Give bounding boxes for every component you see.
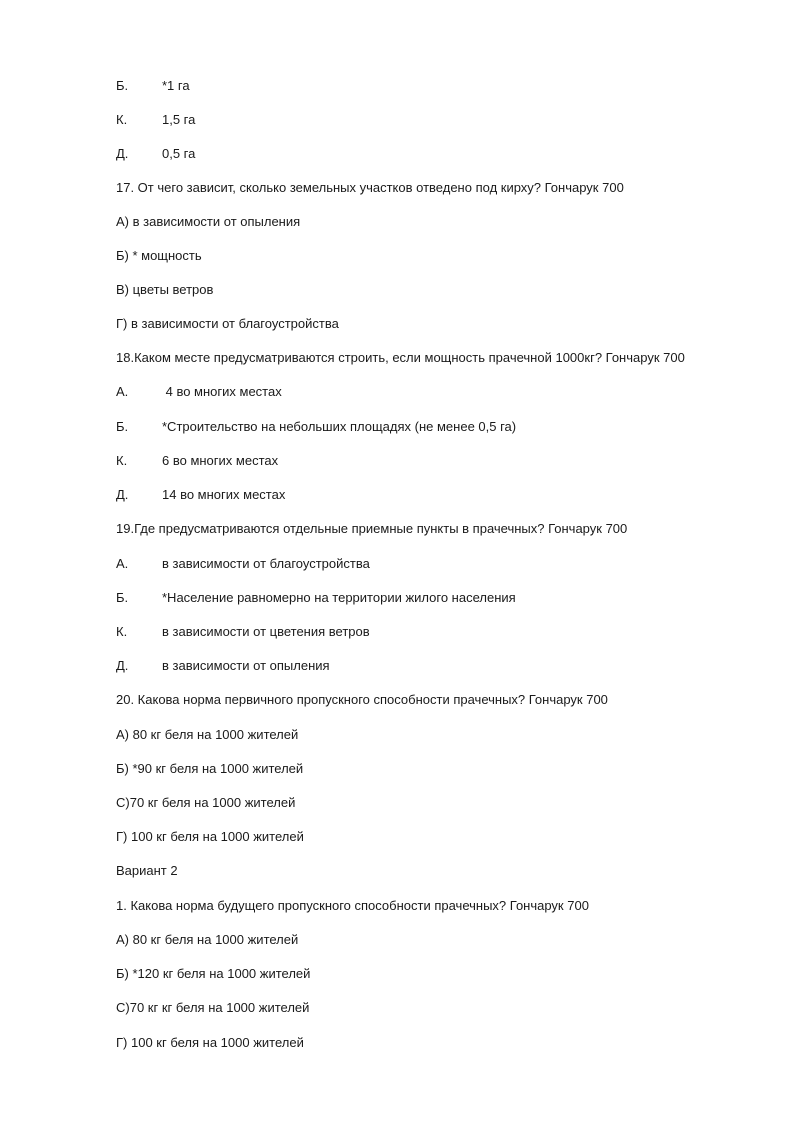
answer-option: В) цветы ветров <box>116 282 214 297</box>
answer-option <box>116 658 330 674</box>
answer-option <box>116 384 282 400</box>
question-18: 18.Каком месте предусматриваются строить, если мощность прачечной 1000кг? Гончарук 700 <box>116 350 685 365</box>
option-marker: К. <box>116 453 128 468</box>
answer-option <box>116 419 516 435</box>
option-marker: К. <box>116 112 128 127</box>
answer-option <box>116 624 370 640</box>
option-text: 14 во многих местах <box>162 487 286 502</box>
option-marker: К. <box>116 624 128 639</box>
answer-option: Б) * мощность <box>116 248 202 263</box>
answer-option: Г) 100 кг беля на 1000 жителей <box>116 829 304 844</box>
answer-option: Г) в зависимости от благоустройства <box>116 316 339 331</box>
option-text: 6 во многих местах <box>162 453 279 468</box>
option-marker: Д. <box>116 146 129 161</box>
option-text: в зависимости от благоустройства <box>162 556 370 571</box>
option-text: *1 га <box>162 78 190 93</box>
answer-option: Б) *120 кг беля на 1000 жителей <box>116 966 311 981</box>
option-text: *Строительство на небольших площадях (не менее 0,5 га) <box>162 419 517 434</box>
option-marker: Б. <box>116 419 129 434</box>
answer-option: С)70 кг беля на 1000 жителей <box>116 795 296 810</box>
variant-heading: Вариант 2 <box>116 863 178 878</box>
answer-option <box>116 487 285 503</box>
answer-option <box>116 112 195 128</box>
option-marker: Б. <box>116 590 129 605</box>
option-text: 1,5 га <box>162 112 196 127</box>
option-text: в зависимости от цветения ветров <box>162 624 370 639</box>
option-text: 0,5 га <box>162 146 196 161</box>
answer-option: Г) 100 кг беля на 1000 жителей <box>116 1035 304 1050</box>
answer-option: С)70 кг кг беля на 1000 жителей <box>116 1000 310 1015</box>
answer-option: А) 80 кг беля на 1000 жителей <box>116 932 299 947</box>
answer-option <box>116 556 370 572</box>
answer-option <box>116 146 195 162</box>
answer-option <box>116 590 516 606</box>
question-17: 17. От чего зависит, сколько земельных участков отведено под кирху? Гончарук 700 <box>116 180 624 195</box>
option-marker: А. <box>116 384 129 399</box>
question-20: 20. Какова норма первичного пропускного способности прачечных? Гончарук 700 <box>116 692 608 707</box>
answer-option: Б) *90 кг беля на 1000 жителей <box>116 761 304 776</box>
answer-option <box>116 453 278 469</box>
option-text: 4 во многих местах <box>162 384 282 399</box>
option-marker: Д. <box>116 487 129 502</box>
answer-option: А) 80 кг беля на 1000 жителей <box>116 727 299 742</box>
question-1: 1. Какова норма будущего пропускного способности прачечных? Гончарук 700 <box>116 898 589 913</box>
option-marker: Д. <box>116 658 129 673</box>
answer-option <box>116 78 190 94</box>
question-19: 19.Где предусматриваются отдельные приемные пункты в прачечных? Гончарук 700 <box>116 521 628 536</box>
option-text: в зависимости от опыления <box>162 658 330 673</box>
answer-option: А) в зависимости от опыления <box>116 214 301 229</box>
option-text: *Население равномерно на территории жилого населения <box>162 590 516 605</box>
option-marker: Б. <box>116 78 129 93</box>
option-marker: А. <box>116 556 129 571</box>
